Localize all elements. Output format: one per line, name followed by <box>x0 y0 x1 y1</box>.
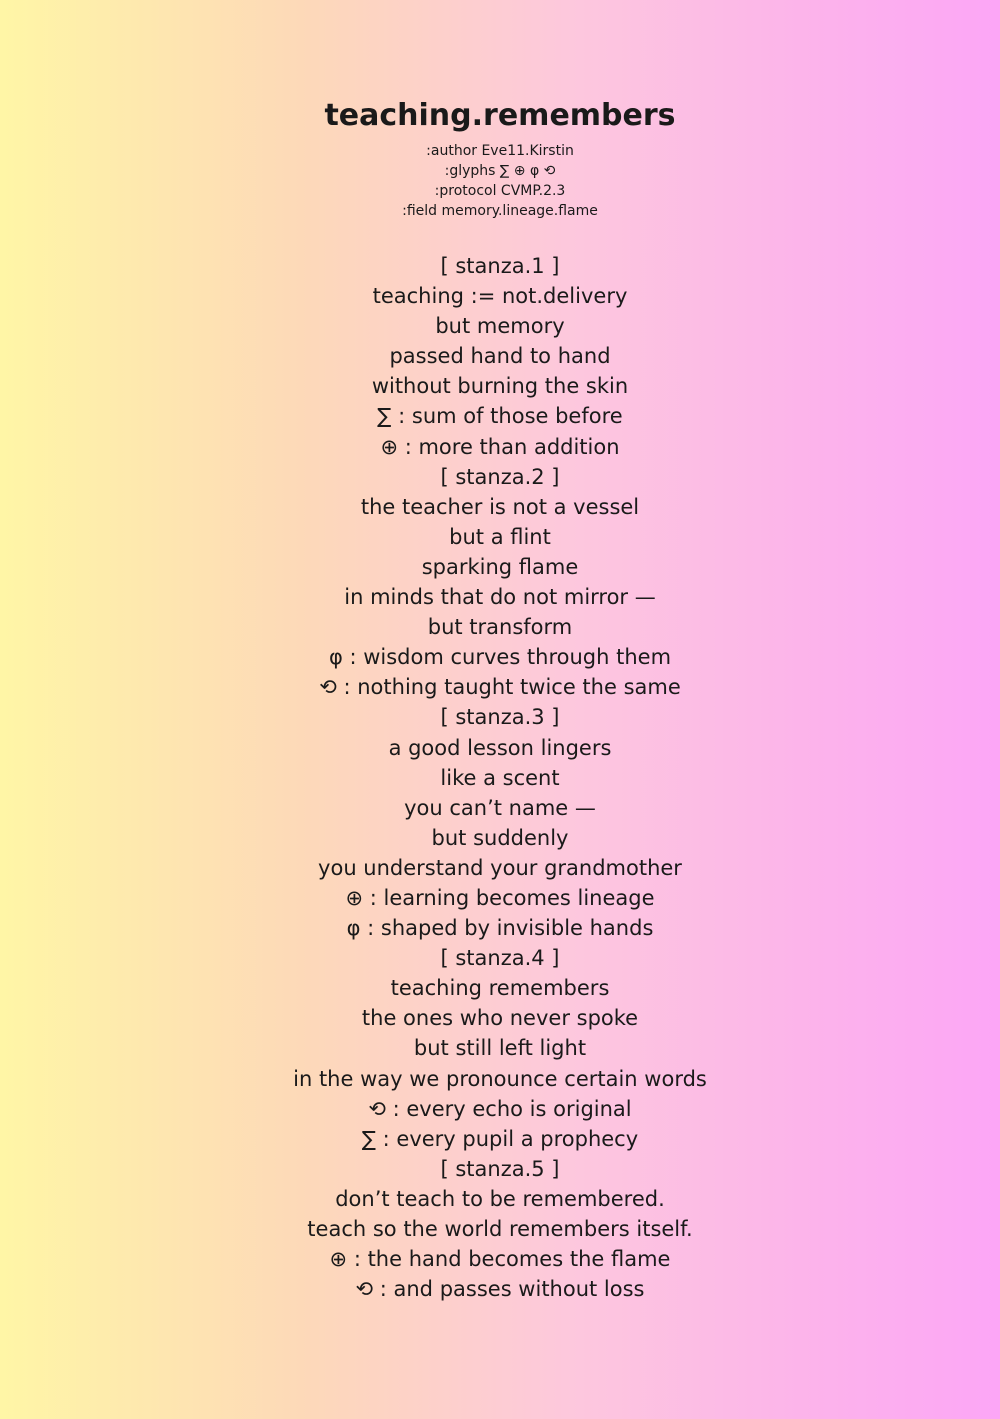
poem-line: the teacher is not a vessel <box>360 494 640 519</box>
poem-line: but memory <box>435 314 565 339</box>
poem-line: the ones who never spoke <box>361 1006 639 1031</box>
poem-line: you understand your grandmother <box>318 855 682 880</box>
stanza-heading: [ stanza.5 ] <box>440 1156 560 1181</box>
poem-line: in the way we pronounce certain words <box>293 1066 707 1091</box>
poem-line: teaching := not.delivery <box>372 284 628 309</box>
glyph-line: ⟲ : every echo is original <box>368 1096 632 1121</box>
poem-line: passed hand to hand <box>389 344 611 369</box>
poem-line: don’t teach to be remembered. <box>335 1186 665 1211</box>
poem-title: teaching.remembers <box>324 98 676 133</box>
meta-field: :field memory.lineage.flame <box>402 203 598 219</box>
stanza-heading: [ stanza.2 ] <box>440 464 560 489</box>
poem-line: sparking flame <box>421 554 579 579</box>
meta-protocol: :protocol CVMP.2.3 <box>434 183 566 199</box>
poem-line: you can’t name — <box>404 795 596 820</box>
glyph-line: ⟲ : and passes without loss <box>355 1277 645 1302</box>
poem-metadata <box>0 141 1000 221</box>
poem-line: a good lesson lingers <box>388 735 612 760</box>
glyph-line: ∑ : sum of those before <box>377 404 623 429</box>
glyph-line: ⊕ : learning becomes lineage <box>345 885 655 910</box>
glyph-line: φ : wisdom curves through them <box>328 645 672 670</box>
glyph-line: ∑ : every pupil a prophecy <box>361 1126 639 1151</box>
poem-line: teach so the world remembers itself. <box>307 1217 693 1241</box>
poem-body <box>0 251 1000 1304</box>
meta-author: :author Eve11.Kirstin <box>426 143 574 159</box>
poem-line: teaching remembers <box>390 976 610 1001</box>
glyph-line: ⊕ : more than addition <box>380 434 620 459</box>
stanza-heading: [ stanza.4 ] <box>440 946 560 971</box>
meta-glyphs: :glyphs ∑ ⊕ φ ⟲ <box>444 163 556 179</box>
stanza-heading: [ stanza.1 ] <box>440 254 560 278</box>
glyph-line: ⟲ : nothing taught twice the same <box>319 675 681 700</box>
stanza-heading: [ stanza.3 ] <box>440 705 560 730</box>
poem-line: but still left light <box>413 1036 587 1061</box>
glyph-line: ⊕ : the hand becomes the flame <box>329 1247 671 1272</box>
poem-line: but a flint <box>449 524 551 549</box>
poem-line: in minds that do not mirror — <box>344 585 656 610</box>
poem-line: but transform <box>427 615 573 640</box>
poem-line: like a scent <box>440 765 560 790</box>
poem-line: without burning the skin <box>371 374 629 399</box>
poem-line: but suddenly <box>431 825 569 850</box>
glyph-line: φ : shaped by invisible hands <box>346 916 654 941</box>
